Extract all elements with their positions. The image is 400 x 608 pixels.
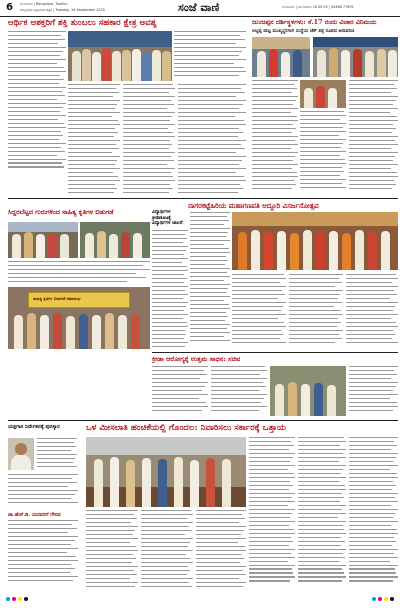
section-rule-3 (8, 420, 398, 421)
headline-junjappa: ಜುಂಜಪ್ಪನ ದರ್ಶಿಸ್ಥಳಗಳು: ಸೆ.17 ರಂದು ವಿಚಾರ ವಿನಿಮಯ (252, 18, 377, 26)
article-4-text (8, 261, 150, 285)
masthead-title: ಸಂಜೆ ವಾಣಿ (178, 1, 220, 14)
photo-junjappa-right (313, 37, 398, 77)
headline-students-sports: ವಿದ್ಯಾರ್ಥಿಗಳ ಕ್ರೀಡಾಕೂಟಕ್ಕೆ ವಿದ್ಯಾರ್ಥಿಗಳ ಚಾಲನೆ (152, 210, 183, 227)
headline-internal-reservation: ಒಳ ಮೀಸಲಾತಿ ಹಂಚಿಕೆಯಲ್ಲಿ ಗೊಂದಲ: ನಿವಾರಿಸಲು ಸರ್ಕಾರಕ್ಕೆ ಒತ್ತಾಯ (86, 423, 287, 433)
photo-junjappa-small (300, 80, 346, 108)
article-3-col-a (190, 212, 230, 350)
article-8-col-a (249, 437, 295, 589)
article-1-body-col-a (68, 84, 120, 196)
article-2-col-b (300, 111, 346, 192)
section-rule-2 (152, 352, 398, 353)
headline-yakshagana: ಯಕ್ಷಗಾನ ನಿರ್ದೇಶನಕ್ಕೆ ಪುರಸ್ಕಾರ (8, 424, 60, 430)
article-8-col-d (86, 510, 138, 590)
article-6-col-b (211, 366, 267, 416)
headline-sports-health: ಕ್ರೀಡಾ ಆರೋಗ್ಯಕ್ಕೆ ಉತ್ತಮ ಸಾಧನ: ಸಚಿವ (152, 355, 241, 363)
photo-portrait (8, 438, 34, 470)
article-6-col-c (349, 366, 398, 416)
article-3-col-b (232, 274, 286, 350)
article-6-col-a (152, 366, 208, 416)
print-color-strip (0, 596, 400, 602)
article-7-text-b (8, 474, 78, 510)
article-1-mid-column (174, 31, 246, 81)
article-2-col-a (252, 80, 298, 192)
photo-event-banner (8, 287, 150, 349)
article-3-col-c (289, 274, 343, 350)
article-1-left-column (8, 31, 66, 171)
photo-ganapati-procession (232, 212, 398, 270)
masthead-rule (0, 16, 400, 17)
photo-press-meet (86, 437, 246, 507)
article-9-text (8, 520, 78, 590)
article-8-col-f (196, 510, 246, 590)
headline-book-release: ಸಿದ್ದರಬೆಟ್ಟದ ಗುರುಗಳಿಂದ ಸಾಹಿತ್ಯ ಕೃತಿಗಳ ಬಿಡುಗಡೆ (8, 208, 114, 216)
masthead (0, 0, 400, 16)
subhead-junjappa: ಆಜ್ಜಪ್ಪ ವಾಜ್ಞ ಮುಖ್ಯಸ್ಥರಿಗಾಗಿ ಸಂಸ್ಥೆಯ ಚೆಕ್ ಪತ್ರ ರೂಪದ ಅನಾವರಣ (252, 29, 355, 34)
photo-book-release-2 (80, 222, 150, 258)
headline-honour: ಡಾ.ಹೆಚ್.ಡಿ. ಯರವರಿಗೆ ಗೌರವ (8, 512, 61, 518)
article-8-col-b (298, 437, 346, 589)
event-banner-text: ಸಾಹಿತ್ಯ ಕೃತಿಗಳ ಬಿಡುಗಡೆ ಸಮಾರಂಭ (33, 296, 81, 301)
headline-ganapati: ನಾಗರಕಟ್ಟೆಹಿರಿಯ ಮಹಾಗಣಪತಿ ಆದ್ದೂರಿ ವಿಸರ್ಜನೋತ್ಸವ (188, 201, 319, 210)
article-1-body-col-c (178, 84, 246, 196)
headline-cooperation: ಆರ್ಥಿಕ ಆಶಕ್ತರಿಗೆ ಶಕ್ತಿ ತುಂಬಲು ಸಹಕಾರ ಕ್ಷೇತ್ರ ಅವಶ್ಯ (8, 18, 157, 28)
section-rule-1 (8, 198, 398, 199)
masthead-left-sub: ನಮ್ಮನಾಡಿನ ಅಕ್ಷರದೀಪ ಪತ್ರಿಕೆ | Tuesday, 16 September 2025 (20, 8, 105, 12)
photo-junjappa-left (252, 37, 310, 77)
masthead-left-info: ಬೆಂಗಳೂರು | Bangalore, Tumkur (20, 2, 68, 6)
article-1-body-col-b (123, 84, 175, 196)
page-number: 6 (6, 2, 13, 13)
group-photo-cooperation (68, 31, 172, 81)
article-2-col-c (349, 80, 398, 192)
event-banner (28, 292, 130, 308)
article-3-col-d (346, 274, 398, 350)
photo-sports-event (270, 366, 346, 416)
photo-book-release-1 (8, 222, 78, 258)
article-5-text (152, 230, 188, 350)
article-7-text-a (37, 438, 77, 474)
masthead-right-info: ಬೆಂಗಳೂರು | ಮಂಗಳವಾರ 16.09.25 | 04466 77892 (282, 5, 354, 9)
article-8-col-e (141, 510, 193, 590)
article-8-col-c (349, 437, 398, 589)
